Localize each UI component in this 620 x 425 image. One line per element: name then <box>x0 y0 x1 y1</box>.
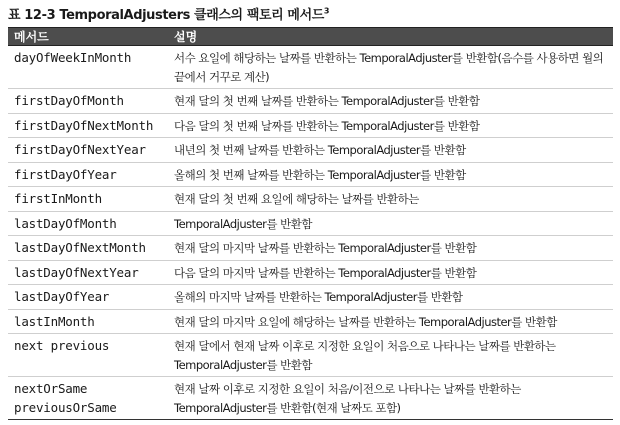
caption-title: TemporalAdjusters 클래스의 팩토리 메서드 <box>59 8 324 23</box>
caption-footnote: 3 <box>323 6 330 16</box>
description-cell: 현재 달의 마지막 요일에 해당하는 날짜를 반환하는 TemporalAdjuster를 반환함 <box>168 309 613 334</box>
method-name: next previous <box>14 338 110 353</box>
method-name: firstDayOfNextMonth <box>14 117 154 133</box>
description-cell: 현재 달에서 현재 날짜 이후로 지정한 요일이 처음으로 나타나는 날짜를 반환하는 TemporalAdjuster를 반환함 <box>168 334 613 377</box>
description-cell: 올해의 마지막 날짜를 반환하는 TemporalAdjuster를 반환함 <box>168 285 613 310</box>
method-name: firstInMonth <box>14 191 102 206</box>
method-name: dayOfWeekInMonth <box>14 50 132 65</box>
method-cell <box>8 113 168 138</box>
method-cell <box>8 89 168 114</box>
table-row <box>8 211 613 236</box>
method-name: firstDayOfYear <box>14 166 117 182</box>
table-row <box>8 260 613 285</box>
method-cell <box>8 187 168 212</box>
method-name-secondary: previousOrSame <box>14 399 117 415</box>
table-row <box>8 285 613 310</box>
method-cell <box>8 236 168 261</box>
header-method: 메서드 <box>8 28 168 46</box>
table-row <box>8 162 613 187</box>
method-cell <box>8 46 168 89</box>
table-row <box>8 187 613 212</box>
table-row <box>8 46 613 89</box>
method-name: firstDayOfMonth <box>14 93 124 108</box>
method-cell <box>8 211 168 236</box>
description-cell: 다음 달의 마지막 날짜를 반환하는 TemporalAdjuster를 반환함 <box>168 260 613 285</box>
description-cell: 다음 달의 첫 번째 날짜를 반환하는 TemporalAdjuster를 반환함 <box>168 113 613 138</box>
method-name: nextOrSame <box>14 381 88 396</box>
description-cell: 현재 날짜 이후로 지정한 요일이 처음/이전으로 나타나는 날짜를 반환하는 TemporalAdjuster를 반환함(현재 날짜도 포함) <box>168 377 613 420</box>
table-row <box>8 334 613 377</box>
method-cell <box>8 309 168 334</box>
method-name: lastDayOfNextMonth <box>14 240 146 255</box>
table-row <box>8 89 613 114</box>
method-cell <box>8 377 168 420</box>
description-cell: 현재 달의 첫 번째 요일에 해당하는 날짜를 반환하는 <box>168 187 613 212</box>
factory-methods-table <box>8 27 613 420</box>
table-caption <box>8 4 329 23</box>
method-name: firstDayOfNextYear <box>14 142 146 157</box>
method-cell <box>8 334 168 377</box>
table-row <box>8 309 613 334</box>
table-row <box>8 138 613 163</box>
method-cell <box>8 260 168 285</box>
method-name: lastInMonth <box>14 313 95 329</box>
method-name: lastDayOfMonth <box>14 215 117 231</box>
table-row <box>8 377 613 420</box>
method-name: lastDayOfNextYear <box>14 264 139 280</box>
caption-label: 표 12-3 <box>8 8 56 23</box>
method-cell <box>8 285 168 310</box>
table-row <box>8 236 613 261</box>
method-name: lastDayOfYear <box>14 289 110 304</box>
description-cell: 올해의 첫 번째 날짜를 반환하는 TemporalAdjuster를 반환함 <box>168 162 613 187</box>
description-cell: TemporalAdjuster를 반환함 <box>168 211 613 236</box>
table-row <box>8 113 613 138</box>
description-cell: 현재 달의 마지막 날짜를 반환하는 TemporalAdjuster를 반환함 <box>168 236 613 261</box>
header-description: 설명 <box>168 28 613 46</box>
description-cell: 내년의 첫 번째 날짜를 반환하는 TemporalAdjuster를 반환함 <box>168 138 613 163</box>
description-cell: 서수 요일에 해당하는 날짜를 반환하는 TemporalAdjuster를 반환함(음수를 사용하면 월의 끝에서 거꾸로 계산) <box>168 46 613 89</box>
description-cell: 현재 달의 첫 번째 날짜를 반환하는 TemporalAdjuster를 반환함 <box>168 89 613 114</box>
table-header-row <box>8 28 613 46</box>
method-cell <box>8 162 168 187</box>
method-cell <box>8 138 168 163</box>
